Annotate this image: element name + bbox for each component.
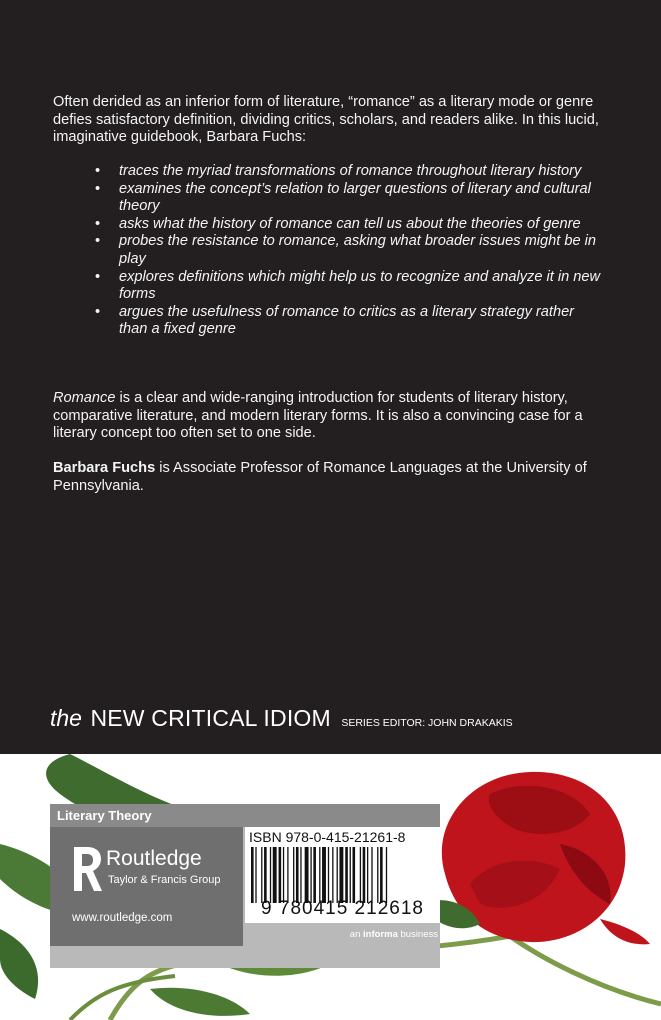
summary-text: is a clear and wide-ranging introduction for students of literary history, comparative literature, and modern literary forms. It is also a convincing case for a literary concept too often set to one side. — [53, 390, 583, 442]
series-banner — [50, 705, 513, 732]
barcode-box — [245, 827, 440, 923]
feature-list — [95, 163, 605, 339]
isbn-label: ISBN 978-0-415-21261-8 — [249, 829, 406, 845]
cover-image-area — [0, 754, 661, 1020]
subject-label: Literary Theory — [57, 808, 152, 823]
series-name: NEW CRITICAL IDIOM — [90, 705, 331, 731]
intro-paragraph: Often derided as an inferior form of literature, “romance” as a literary mode or genre defies satisfactory definition, dividing critics, scholars, and readers alike. In this lucid, imaginative guidebook, Barbara Fuchs: — [53, 94, 599, 146]
feature-item: • traces the myriad transformations of romance throughout literary history — [95, 163, 605, 181]
routledge-logo — [68, 845, 104, 893]
barcode — [249, 847, 436, 903]
feature-item: • asks what the history of romance can tell us about the theories of genre — [95, 216, 605, 234]
logo-text: ROUTLEDGE — [67, 858, 73, 890]
series-prefix: the — [50, 705, 82, 731]
subject-band — [50, 804, 440, 827]
publisher-group: Taylor & Francis Group — [108, 874, 221, 886]
publisher-name: Routledge — [106, 847, 202, 870]
informa-brand: informa — [363, 929, 398, 940]
publisher-panel — [50, 804, 440, 968]
author-name: Barbara Fuchs — [53, 460, 156, 476]
informa-tagline — [350, 929, 438, 940]
feature-item: • explores definitions which might help us to recognize and analyze it in new forms — [95, 269, 605, 304]
informa-suffix: business — [397, 929, 438, 940]
informa-prefix: an — [349, 929, 364, 940]
feature-item: • argues the usefulness of romance to critics as a literary strategy rather than a fixed genre — [95, 304, 605, 339]
book-title: Romance — [53, 390, 116, 406]
summary-paragraph — [53, 390, 613, 443]
barcode-number: 9 780415 212618 — [261, 898, 424, 919]
publisher-box — [50, 827, 243, 946]
author-bio — [53, 460, 613, 495]
feature-item: • probes the resistance to romance, asking what broader issues might be in play — [95, 233, 605, 268]
feature-item: • examines the concept’s relation to larger questions of literary and cultural theory — [95, 181, 605, 216]
author-bio-text: is Associate Professor of Romance Languages at the University of Pennsylvania. — [53, 460, 587, 494]
publisher-url[interactable]: www.routledge.com — [72, 912, 173, 924]
series-editor: SERIES EDITOR: JOHN DRAKAKIS — [341, 717, 513, 729]
